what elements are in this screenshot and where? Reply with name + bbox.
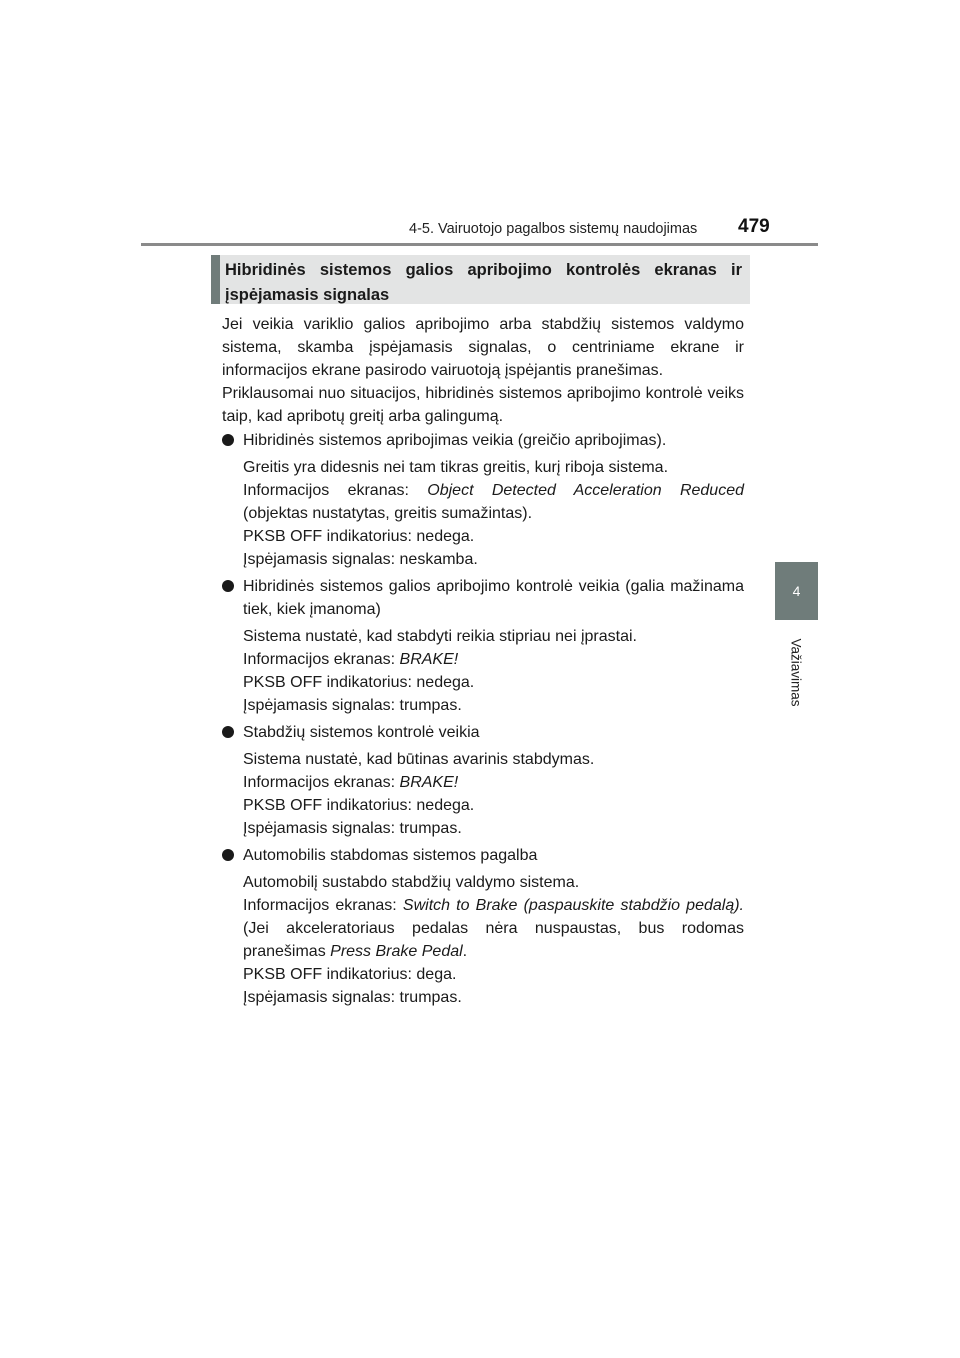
display-value: BRAKE! [399, 774, 459, 791]
buzzer-text: Įspėjamasis signalas: trumpas. [243, 989, 462, 1006]
display-label: Informacijos ekranas: [243, 482, 409, 499]
header-divider [141, 243, 818, 246]
list-item [222, 721, 744, 744]
display-value: BRAKE! [399, 651, 459, 668]
condition-text: Automobilį sustabdo stabdžių valdymo sistema. [243, 874, 580, 891]
buzzer-text: Įspėjamasis signalas: trumpas. [243, 697, 462, 714]
indicator-text: PKSB OFF indikatorius: nedega. [243, 797, 475, 814]
intro-paragraph: Jei veikia variklio galios apribojimo arba stabdžių sistemos valdymo sistema, skamba įspėjamasis signalas, o centriniame ekrane ir informacijos ekrane pasirodo vairuotoją įspėjantis pranešimas. [222, 316, 744, 379]
list-item-details [222, 456, 744, 571]
list-item-title: Hibridinės sistemos galios apribojimo kontrolė veikia (galia mažinama tiek, kiek įmanoma) [243, 578, 744, 618]
indicator-text: PKSB OFF indikatorius: nedega. [243, 674, 475, 691]
bullet-icon [222, 849, 234, 861]
chapter-label [778, 632, 814, 712]
list-item-details [222, 748, 744, 840]
list-item-title: Automobilis stabdomas sistemos pagalba [243, 847, 538, 864]
main-content [222, 313, 744, 1013]
intro-paragraph: Priklausomai nuo situacijos, hibridinės sistemos apribojimo kontrolė veiks taip, kad apribotų greitį arba galingumą. [222, 385, 744, 425]
display-note-end: . [462, 943, 468, 960]
indicator-text: PKSB OFF indikatorius: nedega. [243, 528, 475, 545]
list-item-title: Hibridinės sistemos apribojimas veikia (greičio apribojimas). [243, 432, 667, 449]
bullet-icon [222, 434, 234, 446]
bullet-icon [222, 726, 234, 738]
chapter-tab [775, 562, 818, 620]
display-line [243, 894, 744, 963]
list-item-details [222, 871, 744, 1009]
list-item [222, 844, 744, 867]
display-label: Informacijos ekranas: [243, 651, 396, 668]
display-note-value: Press Brake Pedal [330, 943, 463, 960]
list-item-title: Stabdžių sistemos kontrolė veikia [243, 724, 480, 741]
display-line [243, 479, 744, 502]
display-label: Informacijos ekranas: [243, 774, 396, 791]
section-title: Hibridinės sistemos galios apribojimo kontrolės ekranas ir įspėjamasis signalas [225, 261, 742, 304]
display-note: (Jei akceleratoriaus pedalas nėra nuspaustas, bus rodomas pranešimas [243, 920, 744, 960]
list-item [222, 429, 744, 452]
display-label: Informacijos ekranas: [243, 897, 397, 914]
condition-text: Sistema nustatė, kad stabdyti reikia stipriau nei įprastai. [243, 628, 637, 645]
section-heading-box [211, 255, 750, 304]
display-line [243, 648, 744, 671]
condition-text: Sistema nustatė, kad būtinas avarinis stabdymas. [243, 751, 595, 768]
list-item [222, 575, 744, 621]
page-number: 479 [738, 216, 770, 237]
condition-text: Greitis yra didesnis nei tam tikras greitis, kurį riboja sistema. [243, 459, 669, 476]
display-note: (objektas nustatytas, greitis sumažintas). [243, 505, 533, 522]
display-value: Object Detected Acceleration Reduced [427, 482, 744, 499]
list-item-details [222, 625, 744, 717]
chapter-number: 4 [792, 583, 801, 599]
display-line [243, 771, 744, 794]
buzzer-text: Įspėjamasis signalas: neskamba. [243, 551, 478, 568]
header-section-title: 4-5. Vairuotojo pagalbos sistemų naudojimas [409, 221, 698, 237]
indicator-text: PKSB OFF indikatorius: dega. [243, 966, 457, 983]
buzzer-text: Įspėjamasis signalas: trumpas. [243, 820, 462, 837]
display-value: Switch to Brake (paspauskite stabdžio pedalą). [402, 897, 745, 914]
bullet-icon [222, 580, 234, 592]
chapter-label-text: Važiavimas [788, 637, 804, 707]
